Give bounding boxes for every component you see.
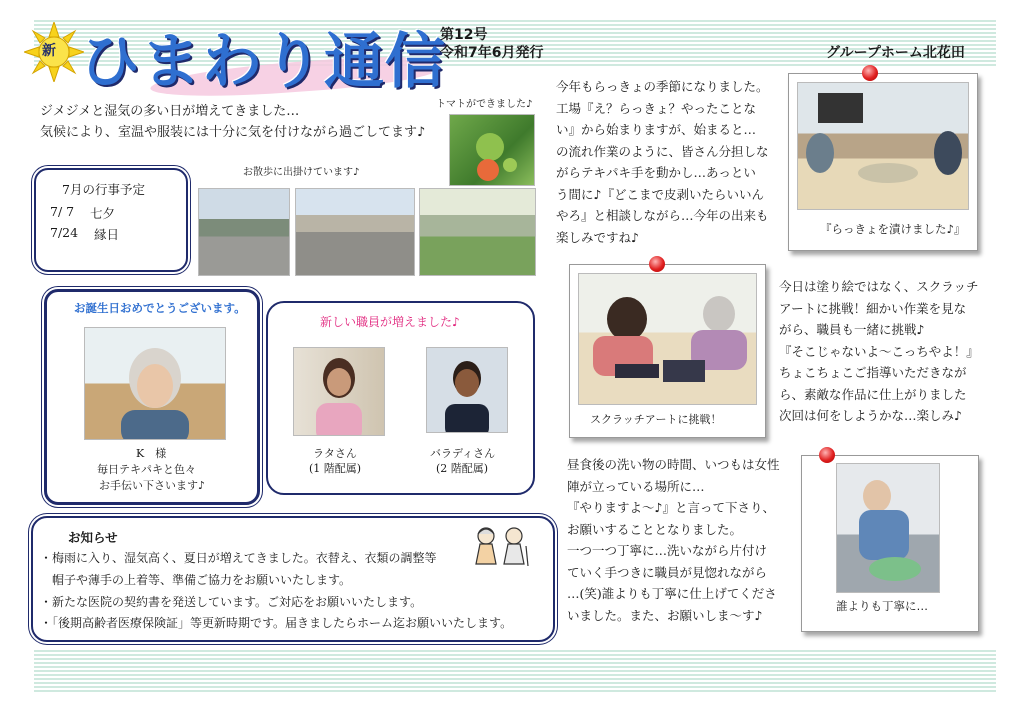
facility-name: グループホーム北花田 — [826, 45, 965, 61]
staff-name-2: バラディさん — [430, 447, 496, 460]
issue-date: 令和7年6月発行 — [440, 45, 544, 61]
rakkyo-line-3: い』から始まりますが、始まると… — [556, 122, 757, 137]
notice-item-2: 帽子や薄手の上着等、準備ご協力をお願いいたします。 — [40, 573, 352, 587]
dishes-line-4: お願いすることとなりました。 — [567, 521, 743, 537]
rakkyo-text — [556, 76, 769, 248]
scratch-line-4: 『そこじゃないよ～こっちやよ！』 — [779, 343, 979, 359]
scratch-line-2: アートに挑戦！細かい作業を見な — [779, 300, 967, 316]
staff-floor-1: (1 階配属) — [309, 462, 362, 475]
scratch-caption: スクラッチアートに挑戦！ — [590, 413, 722, 426]
scratch-line-7: 次回は何をしようかな…楽しみ♪ — [779, 408, 962, 423]
pin-icon — [862, 65, 878, 81]
tomato-photo — [449, 114, 535, 186]
dishes-text — [567, 454, 780, 626]
notice-item-3: ・新たな医院の契約書を発送しています。ご対応をお願いいたします。 — [40, 595, 423, 609]
intro-line-2: 気候により、室温や服装には十分に気を付けながら過ごしてます♪ — [40, 125, 426, 140]
new-badge: 新 — [42, 43, 56, 59]
tomato-caption: トマトができました♪ — [436, 99, 533, 110]
dishes-line-3: 『やりますよ～♪』と言って下さり、 — [567, 500, 775, 515]
pin-icon — [819, 447, 835, 463]
staff-name-1: ラタさん — [313, 447, 357, 460]
staff-floor-2: (2 階配属) — [436, 462, 489, 475]
rakkyo-line-8: 楽しみですね♪ — [556, 229, 639, 245]
birthday-title: お誕生日おめでとうございます。 — [74, 301, 246, 315]
new-staff-title: 新しい職員が増えました♪ — [320, 315, 460, 329]
birthday-line-2: お手伝い下さいます♪ — [99, 479, 206, 492]
birthday-name: K 様 — [136, 447, 167, 460]
rakkyo-line-5: がらテキパキ手を動かし…あっとい — [556, 165, 756, 180]
schedule-event-2: 縁日 — [94, 227, 120, 242]
rakkyo-line-7: やろ』と相談しながら…今年の出来も — [556, 208, 769, 223]
schedule-event-1: 七夕 — [90, 206, 116, 221]
notice-item-1: ・梅雨に入り、湿気高く、夏日が増えてきました。衣替え、衣類の調整等 — [40, 551, 437, 565]
footer-stripe — [34, 650, 996, 694]
schedule-title: 7月の行事予定 — [62, 182, 145, 197]
walk-caption: お散歩に出掛けています♪ — [243, 167, 360, 178]
staff-photo-2 — [426, 347, 508, 433]
dishes-line-6: ていく手つきに職員が見惚れながら — [567, 564, 768, 580]
staff-photo-1 — [293, 347, 385, 436]
pin-icon — [649, 256, 665, 272]
scratch-line-6: ら、素敵な作品に仕上がりました — [779, 386, 967, 402]
rakkyo-line-6: う間に♪『どこまで皮剥いたらいいん — [556, 186, 764, 202]
dishes-caption: 誰よりも丁寧に… — [836, 599, 928, 613]
walk-photo-2 — [295, 188, 415, 276]
birthday-photo — [84, 327, 226, 440]
dishes-line-1: 昼食後の洗い物の時間、いつもは女性 — [567, 457, 780, 472]
notice-item-4: ・「後期高齢者医療保険証」等更新時期です。届きましたらホーム迄お願いいたします。 — [40, 616, 513, 630]
walk-photo-1 — [198, 188, 290, 276]
rakkyo-line-4: の流れ作業のように、皆さん分担しな — [556, 143, 769, 159]
scratch-line-1: 今日は塗り絵ではなく、スクラッチ — [779, 279, 979, 294]
rakkyo-line-2: 工場『え？らっきょ？やったことな — [556, 100, 757, 116]
dishes-line-2: 陣が立っている場所に… — [567, 478, 705, 494]
dishes-line-7: …(笑)誰よりも丁寧に仕上げてくださ — [567, 586, 777, 601]
scratch-line-5: ちょこちょこご指導いただきなが — [779, 365, 967, 380]
dishes-photo — [836, 463, 940, 593]
rakkyo-photo — [797, 82, 969, 210]
schedule-date-2: 7/24 — [50, 225, 79, 240]
elderly-couple-illustration — [468, 524, 534, 568]
scratch-text — [779, 276, 979, 427]
rakkyo-line-1: 今年もらっきょの季節になりました。 — [556, 79, 769, 94]
notice-title: お知らせ — [68, 530, 118, 545]
birthday-line-1: 毎日テキパキと色々 — [97, 463, 196, 476]
issue-number: 第12号 — [440, 27, 488, 43]
schedule-date-1: 7/ 7 — [50, 204, 75, 219]
scratch-photo — [578, 273, 757, 405]
dishes-line-8: いました。また、お願いしま～す♪ — [567, 607, 763, 623]
dishes-line-5: 一つ一つ丁寧に…洗いながら片付け — [567, 543, 768, 558]
intro-line-1: ジメジメと湿気の多い日が増えてきました… — [40, 104, 300, 119]
rakkyo-caption: 『らっきょを漬けました♪』 — [820, 222, 966, 236]
scratch-line-3: がら、職員も一緒に挑戦♪ — [779, 322, 925, 337]
newsletter-title: ひまわり通信 — [80, 27, 446, 97]
walk-photo-3 — [419, 188, 536, 276]
